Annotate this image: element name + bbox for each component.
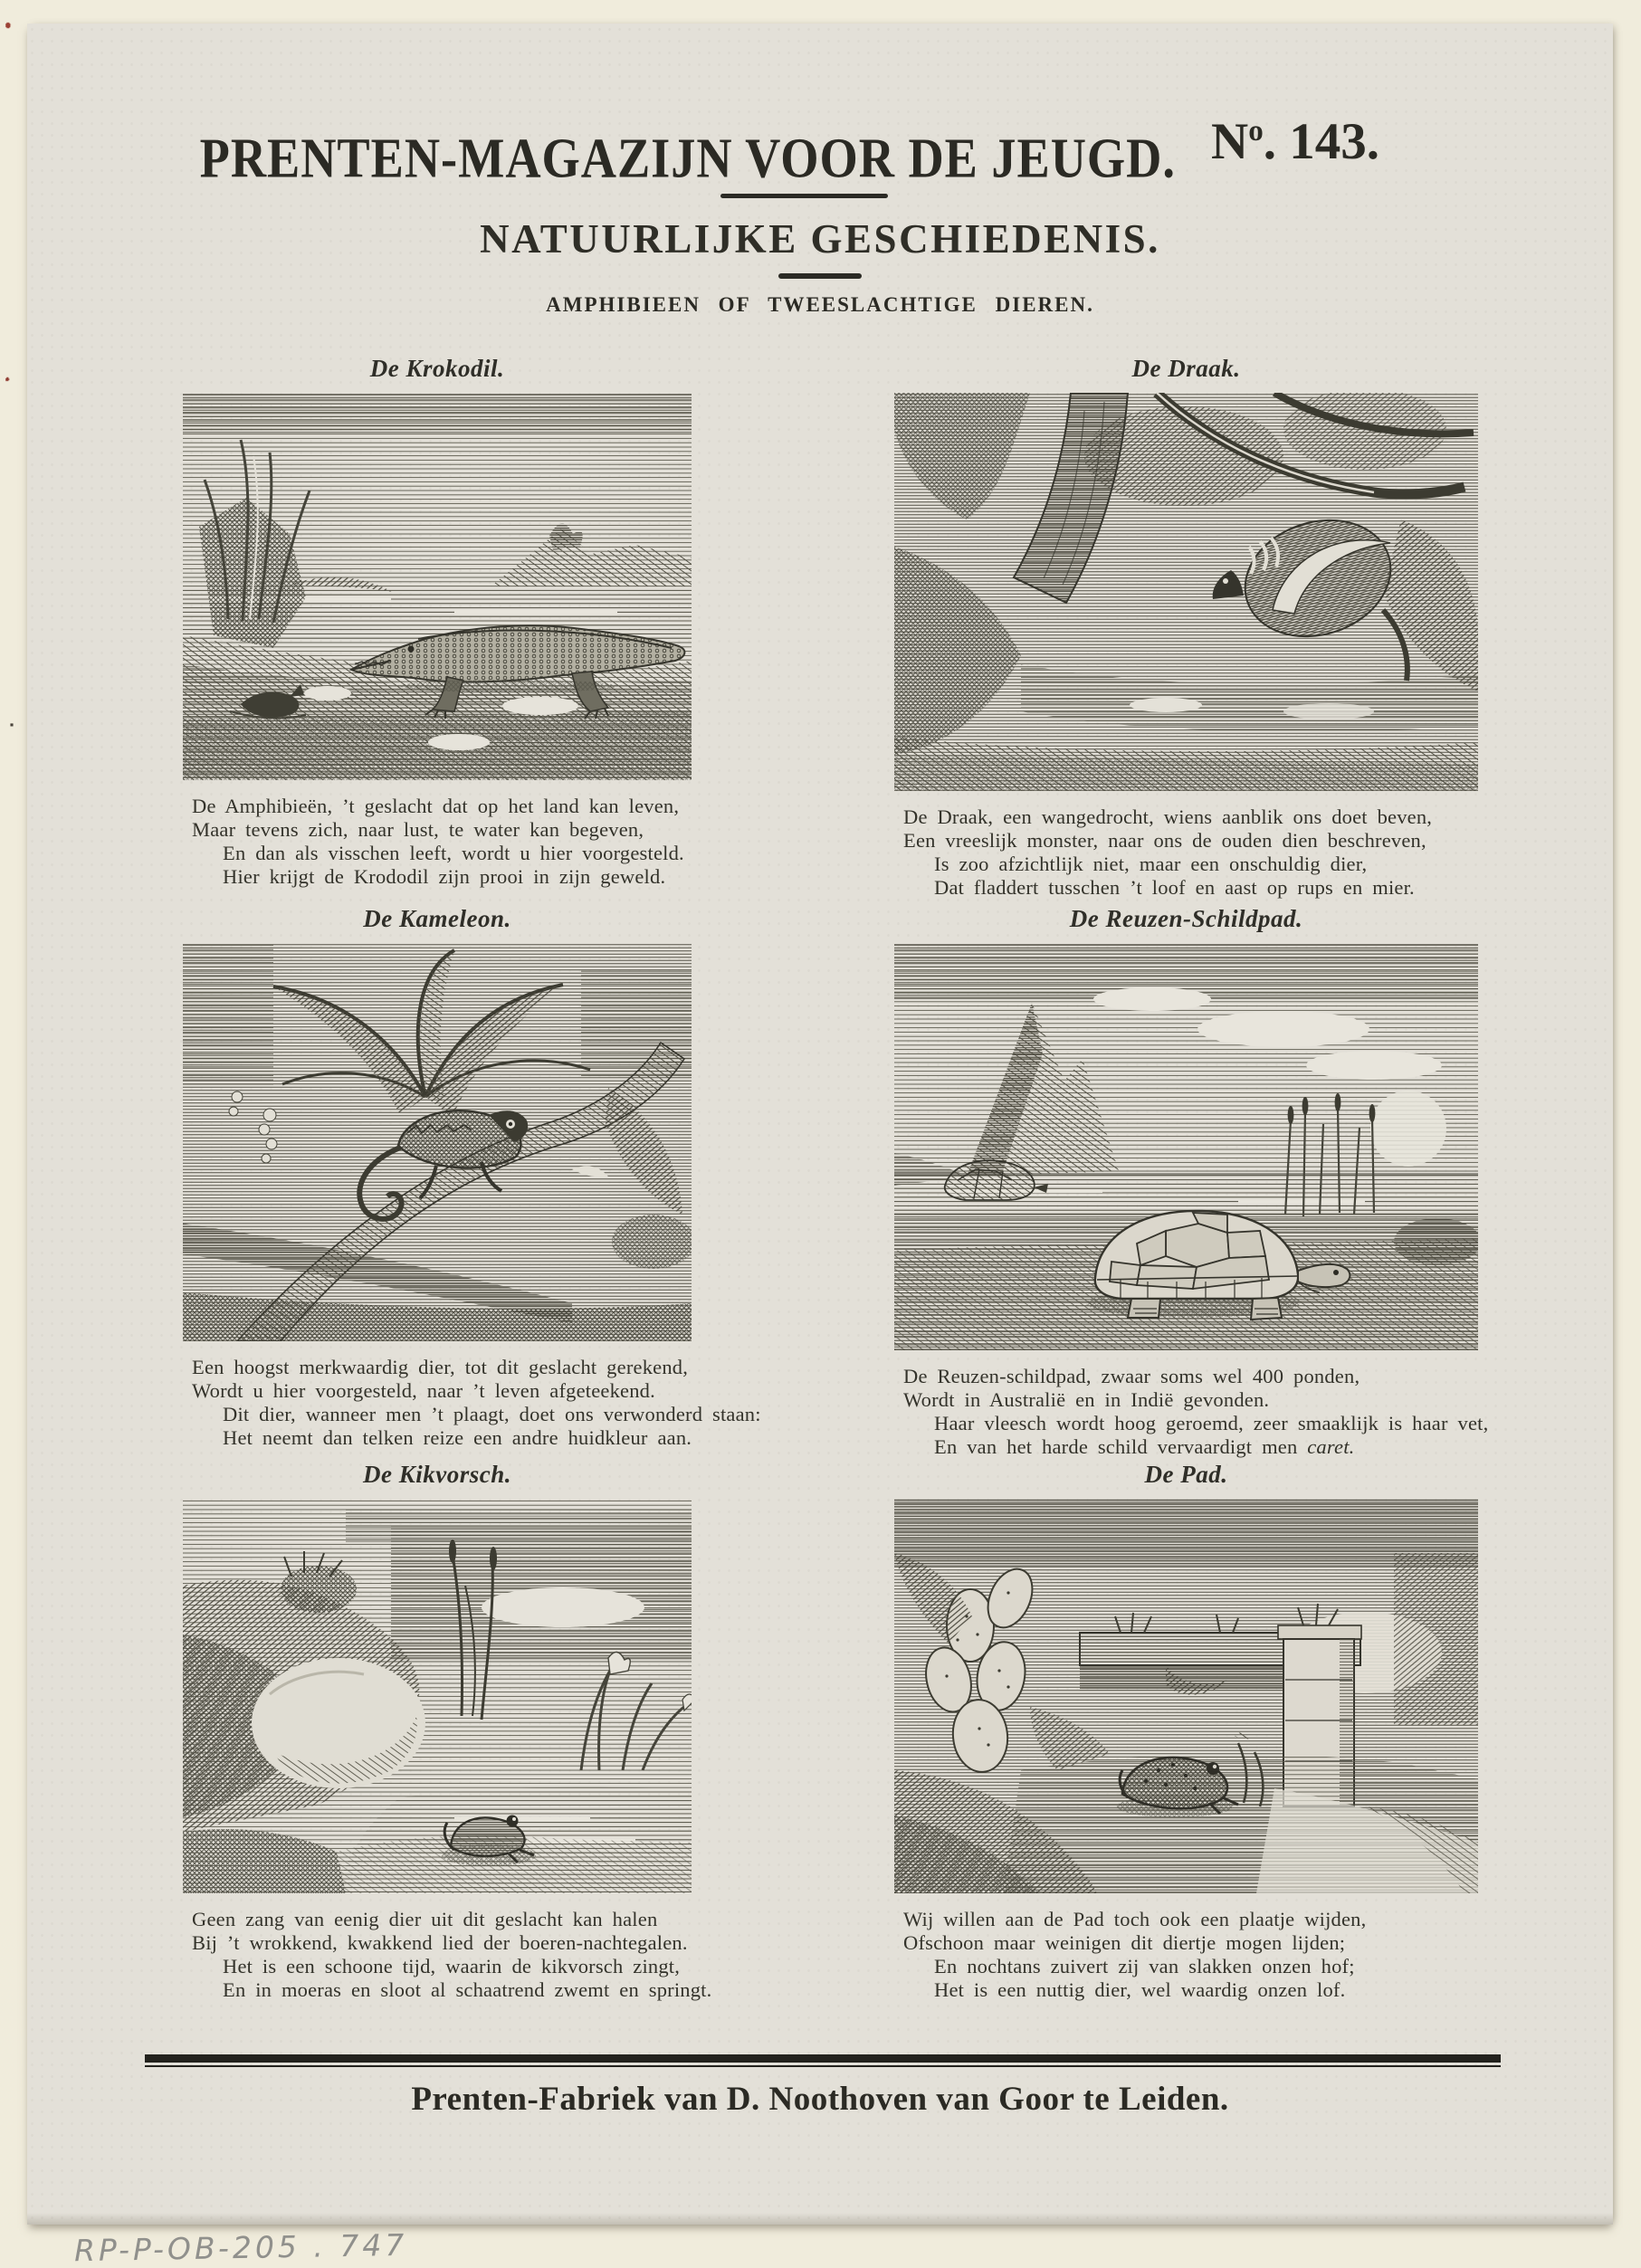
page-title-text: PRENTEN-MAGAZIJN VOOR DE JEUGD. xyxy=(199,127,1177,191)
issue-superscript: o xyxy=(1248,115,1264,148)
pad-engraving xyxy=(894,1499,1478,1893)
kameleon-engraving xyxy=(183,943,692,1341)
inventory-annotation: RP-P-OB-205 . 747 xyxy=(73,2226,408,2268)
verse-line: Geen zang van eenig dier uit dit geslacht kan halen xyxy=(192,1908,658,1930)
verse-line: Dit dier, wanneer men ’t plaagt, doet ons verwonderd staan: xyxy=(223,1403,761,1425)
panel-kameleon xyxy=(183,905,761,1450)
verse-line: Dat fladdert tusschen ’t loof en aast op rups en mier. xyxy=(934,876,1415,899)
panel-caption: De Pad. xyxy=(1144,1461,1228,1488)
issue-prefix: N xyxy=(1211,113,1249,170)
panel-caption: De Krokodil. xyxy=(369,355,505,382)
verse-line: Is zoo afzichtlijk niet, maar een onschuldig dier, xyxy=(934,853,1368,875)
verse-line: Ofschoon maar weinigen dit diertje mogen lijden; xyxy=(903,1931,1346,1954)
verse-line: Het is een nuttig dier, wel waardig onzen lof. xyxy=(934,1978,1346,2001)
panel-pad xyxy=(894,1461,1478,2002)
verse-line: En nochtans zuivert zij van slakken onzen hof; xyxy=(934,1955,1355,1977)
issue-number xyxy=(1211,112,1379,171)
verse-line: Wordt in Australië en in Indië gevonden. xyxy=(903,1388,1270,1411)
panel-caption: De Kikvorsch. xyxy=(363,1461,511,1488)
kikvorsch-illustration xyxy=(183,1499,692,1893)
print-sheet xyxy=(27,24,1613,2225)
footer-rule-thin xyxy=(145,2065,1501,2067)
verse-line: Een vreeslijk monster, naar ons de ouden dien beschreven, xyxy=(903,829,1426,852)
issue-rest: . 143. xyxy=(1263,113,1379,170)
verse-line-text: En van het harde schild vervaardigt men xyxy=(934,1435,1308,1458)
draak-engraving xyxy=(894,393,1478,791)
reuzen-schildpad-engraving xyxy=(894,943,1478,1350)
krokodil-engraving xyxy=(183,393,692,780)
panel-verse xyxy=(894,1365,1489,1459)
verse-line: Wordt u hier voorgesteld, naar ’t leven afgeteekend. xyxy=(192,1379,655,1402)
panel-verse xyxy=(894,805,1478,900)
panel-caption: De Draak. xyxy=(1131,355,1241,382)
subtitle: NATUURLIJKE GESCHIEDENIS. xyxy=(480,216,1160,262)
krokodil-illustration xyxy=(183,393,692,780)
verse-line: Het neemt dan telken reize een andre huidkleur aan. xyxy=(223,1426,692,1449)
verse-line: De Draak, een wangedrocht, wiens aanblik ons doet beven, xyxy=(903,805,1433,828)
verse-line: Hier krijgt de Krododil zijn prooi in zijn geweld. xyxy=(223,865,666,888)
reuzen-schildpad-illustration xyxy=(894,943,1478,1350)
kameleon-illustration xyxy=(183,943,692,1341)
panel-caption: De Kameleon. xyxy=(363,905,511,932)
verse-line: Wij willen aan de Pad toch ook een plaatje wijden, xyxy=(903,1908,1367,1930)
kikvorsch-engraving xyxy=(183,1499,692,1893)
pad-illustration xyxy=(894,1499,1478,1893)
verse-line: Bij ’t wrokkend, kwakkend lied der boeren-nachtegalen. xyxy=(192,1931,688,1954)
verse-line: En dan als visschen leeft, wordt u hier voorgesteld. xyxy=(223,842,684,864)
panel-verse xyxy=(183,1908,712,2002)
panel-krokodil xyxy=(183,355,692,889)
title-divider-rule xyxy=(720,194,888,198)
panel-reuzen-schildpad xyxy=(894,905,1489,1459)
footer-rule xyxy=(145,2054,1501,2067)
verse-line: Een hoogst merkwaardig dier, tot dit geslacht gerekend, xyxy=(192,1356,689,1378)
verse-line: Het is een schoone tijd, waarin de kikvorsch zingt, xyxy=(223,1955,681,1977)
imprint: Prenten-Fabriek van D. Noothoven van Goor te Leiden. xyxy=(411,2081,1229,2118)
panel-verse xyxy=(183,1356,761,1450)
panel-verse xyxy=(183,795,692,889)
draak-illustration xyxy=(894,393,1478,791)
verse-line: De Reuzen-schildpad, zwaar soms wel 400 ponden, xyxy=(903,1365,1360,1387)
verse-line-italic: caret. xyxy=(1307,1435,1355,1458)
panel-kikvorsch xyxy=(183,1461,712,2002)
verse-line: Maar tevens zich, naar lust, te water kan begeven, xyxy=(192,818,644,841)
subtitle-divider-rule xyxy=(778,273,862,279)
verse-line: Haar vleesch wordt hoog geroemd, zeer smaaklijk is haar vet, xyxy=(934,1412,1489,1434)
panel-verse xyxy=(894,1908,1478,2002)
panel-draak xyxy=(894,355,1478,900)
footer-rule-thick xyxy=(145,2054,1501,2063)
verse-line: En in moeras en sloot al schaatrend zwemt en springt. xyxy=(223,1978,712,2001)
panel-caption: De Reuzen-Schildpad. xyxy=(1069,905,1303,932)
verse-line: De Amphibieën, ’t geslacht dat op het land kan leven, xyxy=(192,795,680,817)
verse-line xyxy=(903,1435,1478,1459)
section-title: AMPHIBIEEN OF TWEESLACHTIGE DIEREN. xyxy=(546,293,1094,316)
